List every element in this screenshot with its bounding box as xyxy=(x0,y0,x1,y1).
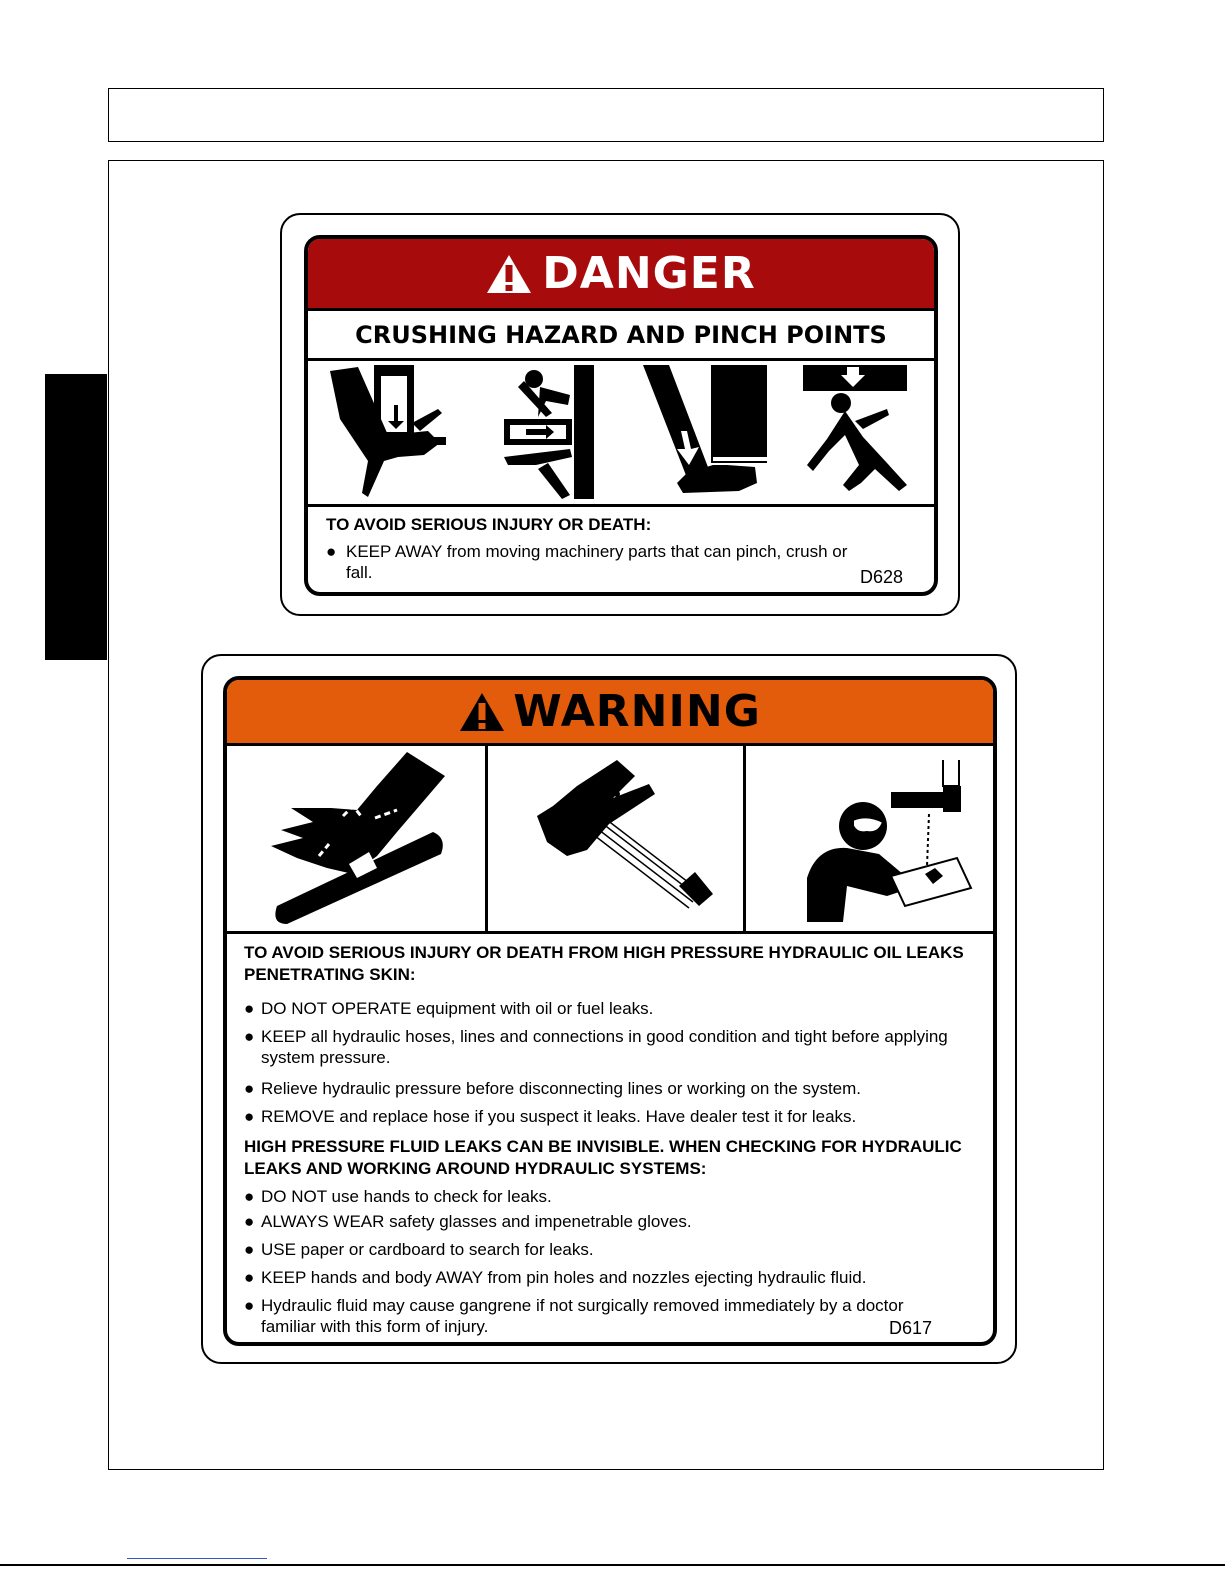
warning-bullet-text: KEEP hands and body AWAY from pin holes and nozzles ejecting hydraulic fluid. xyxy=(261,1268,867,1287)
warning-pictograms xyxy=(227,746,993,934)
falling-object-icon xyxy=(803,365,913,501)
warning-instruction-title-1: TO AVOID SERIOUS INJURY OR DEATH FROM HIGH PRESSURE HYDRAULIC OIL LEAKS PENETRATING SKIN: xyxy=(244,943,964,984)
section-tab xyxy=(45,374,107,660)
danger-bullet xyxy=(326,541,866,583)
warning-bullet xyxy=(244,1239,989,1260)
hydraulic-spray-hand-icon xyxy=(517,746,717,931)
warning-bullet xyxy=(244,1295,944,1337)
danger-decal-inner xyxy=(304,235,938,596)
warning-bullet-text: USE paper or cardboard to search for leaks. xyxy=(261,1240,594,1259)
warning-bullet xyxy=(244,1211,989,1232)
warning-bullet-text: ALWAYS WEAR safety glasses and impenetrable gloves. xyxy=(261,1212,692,1231)
warning-instruction-title-2: HIGH PRESSURE FLUID LEAKS CAN BE INVISIBLE. WHEN CHECKING FOR HYDRAULIC LEAKS AND WORKING AROUND HYDRAULIC SYSTEMS: xyxy=(244,1137,962,1178)
warning-bullet-text: Hydraulic fluid may cause gangrene if not surgically removed immediately by a doctor familiar with this form of injury. xyxy=(261,1296,904,1336)
bullet-dot-icon: ● xyxy=(244,1268,255,1287)
danger-decal xyxy=(280,213,960,616)
bullet-dot-icon: ● xyxy=(244,999,255,1018)
danger-signal-word: DANGER xyxy=(542,248,756,299)
pictogram-divider xyxy=(743,746,746,931)
danger-bullet-text: KEEP AWAY from moving machinery parts that can pinch, crush or fall. xyxy=(346,542,848,582)
warning-bullet-text: DO NOT use hands to check for leaks. xyxy=(261,1187,552,1206)
bullet-dot-icon: ● xyxy=(244,1079,255,1098)
warning-bullet xyxy=(244,1186,989,1207)
danger-instructions xyxy=(308,507,934,596)
bullet-dot-icon: ● xyxy=(244,1296,255,1315)
warning-instructions xyxy=(227,934,993,1346)
crush-foot-icon xyxy=(643,365,773,501)
warning-bullet xyxy=(244,1026,989,1068)
warning-bullet xyxy=(244,1078,989,1099)
danger-pictograms xyxy=(308,361,934,507)
bullet-dot-icon: ● xyxy=(244,1107,255,1126)
warning-bullet xyxy=(244,1267,989,1288)
warning-decal xyxy=(201,654,1017,1364)
bullet-dot-icon: ● xyxy=(244,1187,255,1206)
hydraulic-injection-hand-icon xyxy=(257,746,457,931)
bullet-dot-icon: ● xyxy=(244,1027,255,1046)
bullet-dot-icon: ● xyxy=(244,1240,255,1259)
warning-decal-code: D617 xyxy=(889,1318,933,1338)
alert-triangle-icon xyxy=(486,253,532,295)
danger-decal-code: D628 xyxy=(860,567,904,587)
warning-header xyxy=(227,680,993,746)
pictogram-divider xyxy=(485,746,488,931)
warning-bullet xyxy=(244,1106,989,1127)
page-header-box xyxy=(108,88,1104,142)
warning-bullet-text: REMOVE and replace hose if you suspect it leaks. Have dealer test it for leaks. xyxy=(261,1107,857,1126)
warning-bullet xyxy=(244,998,989,1019)
footer-link[interactable] xyxy=(127,1558,267,1559)
crush-body-icon xyxy=(488,365,608,501)
warning-bullet-text: KEEP all hydraulic hoses, lines and connections in good condition and tight before applying system pressure. xyxy=(261,1027,948,1067)
danger-instruction-title: TO AVOID SERIOUS INJURY OR DEATH: xyxy=(326,515,652,534)
warning-decal-inner xyxy=(223,676,997,1346)
danger-subtitle: CRUSHING HAZARD AND PINCH POINTS xyxy=(308,311,934,361)
bullet-dot-icon: ● xyxy=(326,542,337,561)
crush-hand-icon xyxy=(328,365,458,501)
warning-bullet-text: DO NOT OPERATE equipment with oil or fuel leaks. xyxy=(261,999,654,1018)
bullet-dot-icon: ● xyxy=(244,1212,255,1231)
leak-check-cardboard-icon xyxy=(767,746,987,931)
warning-bullet-text: Relieve hydraulic pressure before disconnecting lines or working on the system. xyxy=(261,1079,862,1098)
footer-rule xyxy=(0,1564,1225,1566)
warning-signal-word: WARNING xyxy=(513,686,761,737)
alert-triangle-icon xyxy=(459,691,505,733)
danger-header xyxy=(308,239,934,311)
